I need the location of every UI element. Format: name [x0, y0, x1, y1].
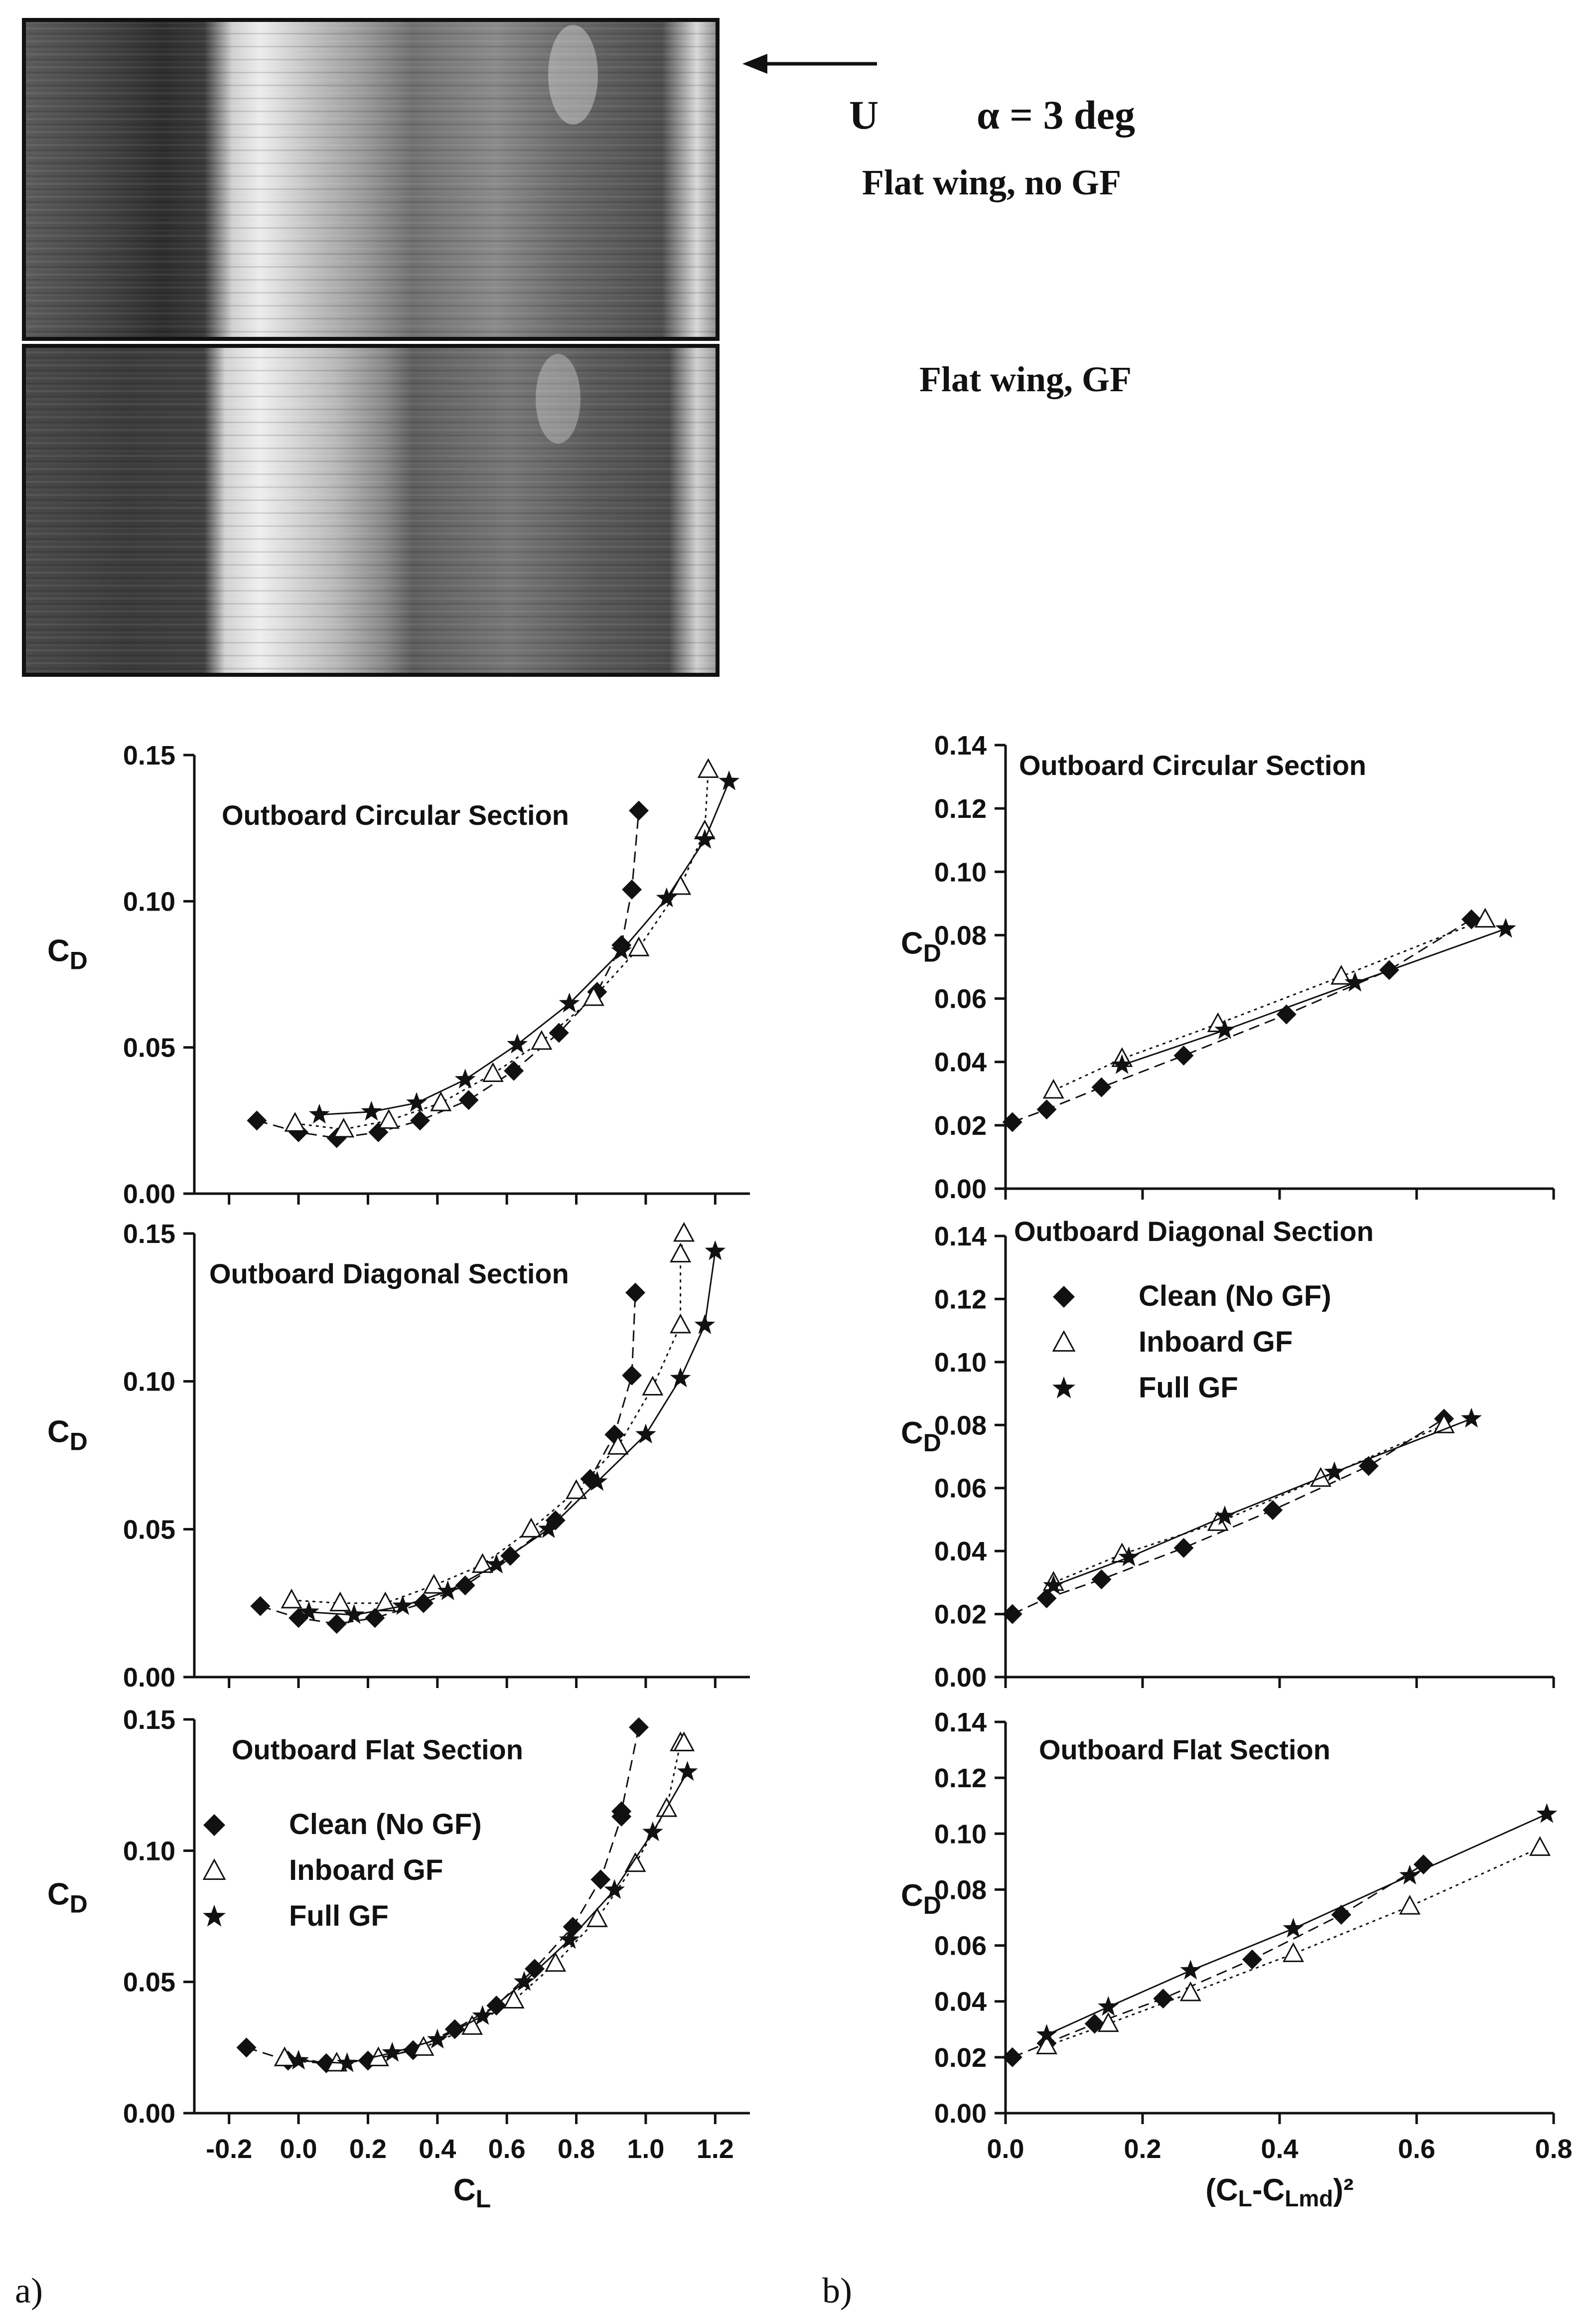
axis-lines [194, 1719, 750, 2113]
data-point-full [705, 1240, 725, 1260]
y-axis-label: $C_D$ [901, 926, 941, 967]
y-tick-label: 0.12 [934, 1763, 987, 1794]
data-point-full [670, 1368, 691, 1388]
panel-label-b: b) [822, 2271, 852, 2311]
data-point-clean [445, 2019, 465, 2039]
chart-outboard-diagonal-clmd [901, 1216, 1554, 1693]
data-point-full [1180, 1960, 1201, 1980]
data-point-full [635, 1424, 656, 1444]
y-tick-label: 0.08 [934, 1410, 987, 1441]
y-tick-label: 0.00 [934, 2099, 987, 2129]
series-line-full [319, 781, 729, 1115]
series-line-clean [247, 1727, 639, 2063]
data-point-inboard [522, 1519, 541, 1537]
y-tick-label: 0.06 [934, 1473, 987, 1504]
legend-marker-inboard [204, 1860, 225, 1879]
series-line-clean [260, 1293, 635, 1624]
y-tick-label: 0.14 [934, 1222, 987, 1251]
data-point-full [677, 1761, 698, 1781]
data-point-full [309, 1104, 330, 1124]
data-point-inboard [282, 1590, 301, 1608]
data-point-clean [1174, 1046, 1194, 1066]
data-point-inboard [504, 1991, 523, 2008]
data-point-full [507, 1034, 528, 1054]
y-tick-label: 0.10 [123, 1836, 175, 1866]
data-point-full [1112, 1054, 1133, 1074]
y-axis-label: $C_D$ [901, 1415, 941, 1457]
data-point-inboard [1284, 1944, 1303, 1961]
axis-lines [194, 1234, 750, 1677]
data-point-full [427, 2029, 448, 2049]
data-point-inboard [587, 1909, 606, 1926]
data-point-inboard [379, 1110, 398, 1128]
x-tick-label: 0.4 [419, 2134, 456, 2164]
y-tick-label: 0.08 [934, 1875, 987, 1905]
data-point-clean [459, 1090, 479, 1110]
y-axis-label: $C_D$ [47, 933, 88, 975]
y-tick-label: 0.12 [934, 1284, 987, 1315]
legend-marker-inboard [1053, 1332, 1074, 1351]
data-point-clean [1331, 1905, 1351, 1925]
series-line-clean [1013, 920, 1471, 1122]
data-point-clean [327, 1614, 347, 1634]
x-tick-label: -0.2 [206, 2134, 253, 2164]
data-point-inboard [432, 1093, 450, 1110]
y-tick-label: 0.15 [123, 1219, 175, 1249]
chart-title: Outboard Flat Section [1039, 1734, 1330, 1765]
data-point-inboard [671, 1244, 690, 1262]
x-tick-label: 0.2 [1124, 2134, 1161, 2164]
x-tick-label: 0.4 [1261, 2134, 1299, 2164]
y-tick-label: 0.04 [934, 1987, 987, 2017]
data-point-full [695, 1314, 716, 1334]
y-tick-label: 0.04 [934, 1047, 987, 1078]
data-point-clean [590, 1869, 610, 1889]
data-point-full [719, 771, 739, 790]
data-point-clean [1092, 1569, 1112, 1589]
data-point-clean [622, 880, 642, 900]
data-point-clean [247, 1110, 267, 1130]
data-point-inboard [331, 1593, 350, 1611]
y-tick-label: 0.15 [123, 741, 175, 771]
chart-title: Outboard Circular Section [1019, 750, 1366, 781]
flow-photo-gf [24, 346, 718, 675]
x-axis-label: $C_L$ [453, 2173, 491, 2213]
legend-label-inboard: Inboard GF [1139, 1326, 1293, 1358]
data-point-clean [504, 1061, 524, 1081]
y-tick-label: 0.05 [123, 1967, 175, 1998]
data-point-clean [1037, 1588, 1057, 1608]
chart-outboard-flat-clmd [901, 1707, 1573, 2211]
data-point-full [437, 1580, 458, 1600]
x-tick-label: 1.0 [627, 2134, 665, 2164]
x-tick-label: 0.8 [558, 2134, 595, 2164]
data-point-clean [1153, 1989, 1173, 2008]
legend-marker-full [203, 1905, 226, 1927]
y-tick-label: 0.14 [934, 1707, 987, 1737]
y-tick-label: 0.10 [934, 1347, 987, 1378]
series-line-full [1122, 929, 1506, 1065]
data-point-inboard [699, 760, 718, 777]
data-point-full [406, 1092, 427, 1112]
y-tick-label: 0.15 [123, 1705, 175, 1735]
y-axis-label: $C_D$ [47, 1414, 88, 1456]
data-point-clean [1242, 1950, 1262, 1970]
data-point-full [642, 1822, 663, 1842]
data-point-inboard [1181, 1983, 1200, 2001]
legend-marker-clean [1053, 1286, 1075, 1308]
legend-marker-full [1052, 1377, 1075, 1398]
x-tick-label: 1.2 [696, 2134, 734, 2164]
series-line-clean [257, 811, 639, 1138]
series-line-clean [1013, 1864, 1424, 2057]
data-point-clean [629, 800, 649, 820]
series-line-full [1047, 1814, 1547, 2035]
chart-title: Outboard Diagonal Section [209, 1258, 569, 1289]
data-point-inboard [671, 1315, 690, 1333]
y-tick-label: 0.00 [123, 1663, 175, 1693]
data-point-clean [1174, 1538, 1194, 1558]
legend-label-clean: Clean (No GF) [289, 1808, 482, 1841]
chart-outboard-circular-clmd [901, 731, 1554, 1204]
data-point-inboard [1044, 1080, 1063, 1098]
data-point-clean [237, 2037, 257, 2057]
data-point-full [1461, 1408, 1482, 1428]
chart-title: Outboard Circular Section [222, 799, 569, 831]
x-tick-label: 0.0 [987, 2134, 1024, 2164]
y-tick-label: 0.05 [123, 1033, 175, 1063]
legend-label-clean: Clean (No GF) [1139, 1280, 1331, 1312]
y-tick-label: 0.10 [934, 857, 987, 888]
flow-direction-arrow [742, 54, 877, 74]
y-tick-label: 0.10 [123, 1367, 175, 1397]
legend-label-full: Full GF [289, 1900, 389, 1932]
data-point-full [1536, 1803, 1557, 1823]
data-point-clean [625, 1283, 645, 1303]
y-tick-label: 0.08 [934, 921, 987, 951]
data-point-clean [1414, 1854, 1434, 1874]
y-tick-label: 0.06 [934, 984, 987, 1014]
x-tick-label: 0.8 [1535, 2134, 1573, 2164]
y-tick-label: 0.00 [123, 1179, 175, 1209]
y-tick-label: 0.02 [934, 1599, 987, 1630]
flow-velocity-label: U [849, 92, 879, 138]
y-axis-label: $C_D$ [901, 1878, 941, 1919]
data-point-clean [629, 1717, 649, 1737]
panel-label-a: a) [15, 2271, 43, 2311]
data-point-inboard [643, 1378, 662, 1395]
data-point-inboard [1531, 1838, 1550, 1855]
chart-outboard-diagonal-cl [47, 1219, 750, 1693]
data-point-inboard [675, 1224, 694, 1241]
legend-label-inboard: Inboard GF [289, 1854, 443, 1886]
x-tick-label: 0.6 [1398, 2134, 1436, 2164]
x-tick-label: 0.0 [280, 2134, 317, 2164]
data-point-full [455, 1069, 476, 1088]
legend-label-full: Full GF [1139, 1372, 1238, 1404]
data-point-inboard [286, 1113, 304, 1131]
data-point-inboard [532, 1032, 551, 1049]
data-point-inboard [671, 877, 690, 894]
y-tick-label: 0.05 [123, 1515, 175, 1545]
chart-title: Outboard Flat Section [232, 1734, 523, 1765]
data-point-inboard [629, 938, 648, 955]
photo-bottom-label: Flat wing, GF [919, 359, 1132, 399]
flow-photo-no-gf [24, 20, 718, 339]
series-line-inboard [1053, 1425, 1444, 1582]
y-tick-label: 0.10 [934, 1819, 987, 1850]
data-point-inboard [483, 1064, 502, 1081]
data-point-clean [410, 1110, 430, 1130]
data-point-full [695, 829, 716, 849]
data-point-clean [622, 1366, 642, 1386]
data-point-clean [250, 1596, 270, 1616]
y-tick-label: 0.04 [934, 1537, 987, 1567]
y-tick-label: 0.00 [934, 1174, 987, 1204]
y-tick-label: 0.00 [934, 1663, 987, 1693]
y-axis-label: $C_D$ [47, 1877, 88, 1918]
y-tick-label: 0.00 [123, 2099, 175, 2129]
y-tick-label: 0.12 [934, 794, 987, 824]
data-point-clean [1037, 1099, 1057, 1119]
photo-top-label: Flat wing, no GF [862, 162, 1122, 202]
y-tick-label: 0.02 [934, 1110, 987, 1141]
chart-title: Outboard Diagonal Section [1014, 1216, 1374, 1247]
axis-lines [1006, 745, 1554, 1189]
data-point-clean [414, 1593, 434, 1613]
x-tick-label: 0.6 [488, 2134, 526, 2164]
y-tick-label: 0.02 [934, 2042, 987, 2073]
y-tick-label: 0.06 [934, 1931, 987, 1961]
axis-lines [1006, 1722, 1554, 2113]
chart-outboard-circular-cl [47, 741, 750, 1209]
legend-marker-clean [203, 1814, 225, 1836]
data-point-full [361, 1101, 382, 1121]
x-axis-label: (CL-CLmd)² [1205, 2173, 1354, 2211]
data-point-full [1495, 918, 1516, 938]
y-tick-label: 0.10 [123, 887, 175, 917]
data-point-clean [1263, 1500, 1283, 1520]
chart-outboard-flat-cl [47, 1705, 750, 2213]
y-tick-label: 0.14 [934, 731, 987, 761]
data-point-inboard [1400, 1896, 1419, 1914]
data-point-clean [1092, 1078, 1112, 1097]
x-tick-label: 0.2 [349, 2134, 387, 2164]
angle-of-attack-label: α = 3 deg [977, 92, 1135, 138]
